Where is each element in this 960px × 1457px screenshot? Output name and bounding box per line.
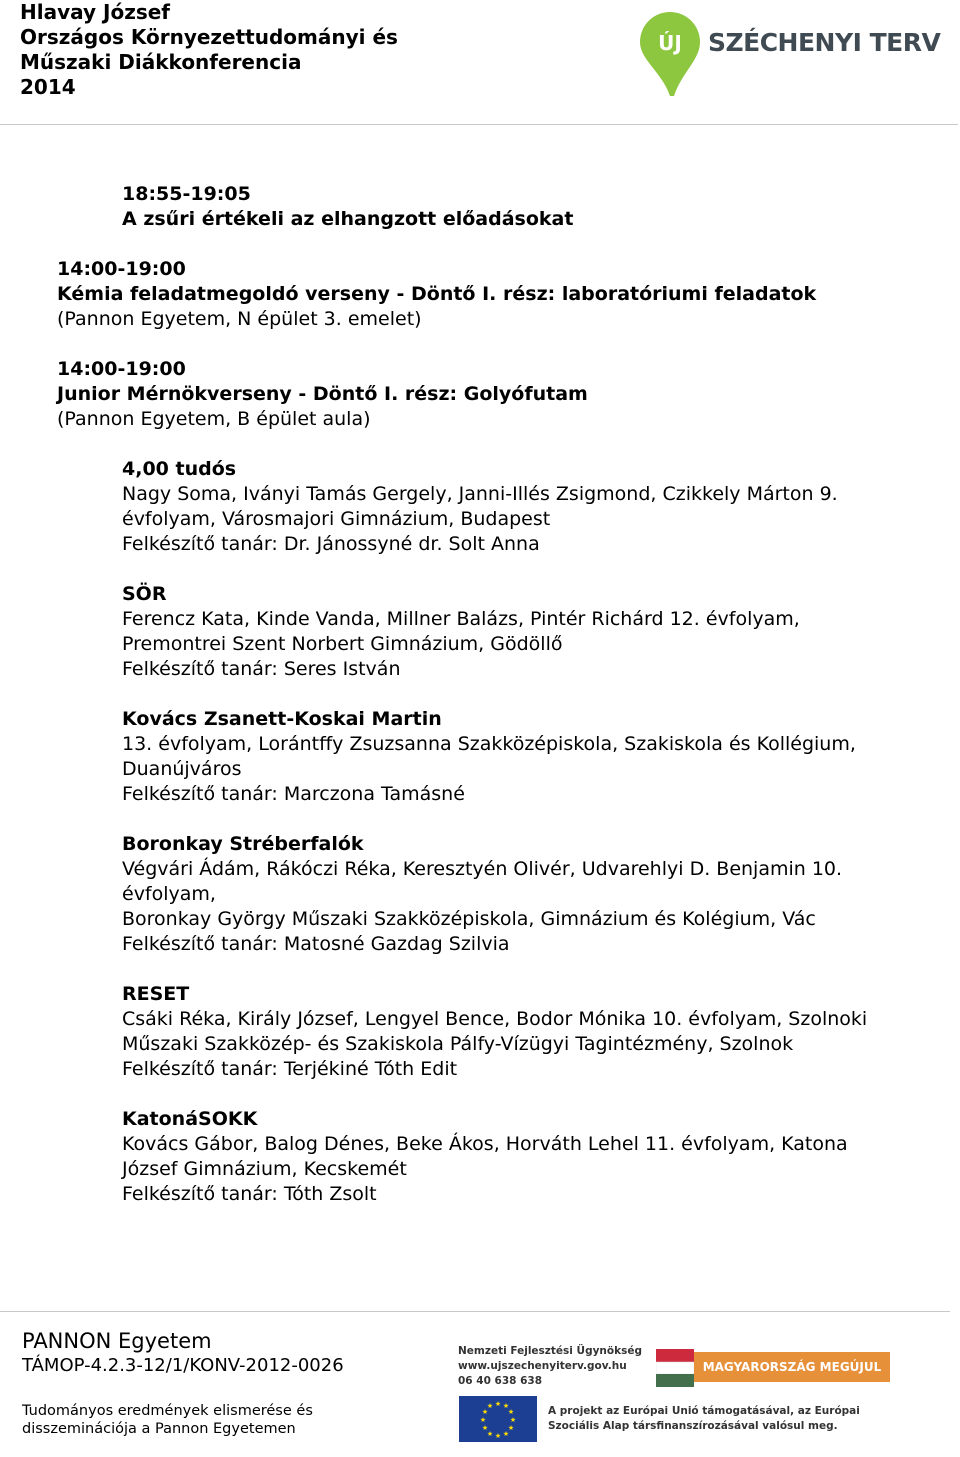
agency-name: Nemzeti Fejlesztési Ügynökség xyxy=(458,1345,642,1357)
eu-funding-line: Szociális Alap társfinanszírozásával valósul meg. xyxy=(548,1420,838,1432)
team-teacher: Felkészítő tanár: Matosné Gazdag Szilvia xyxy=(122,933,510,955)
svg-text:★: ★ xyxy=(509,1416,517,1424)
team-detail: Végvári Ádám, Rákóczi Réka, Keresztyén Olivér, Udvarehlyi D. Benjamin 10. xyxy=(122,858,843,880)
team-name: SÖR xyxy=(122,583,167,605)
university-name: PANNON Egyetem xyxy=(22,1329,212,1353)
svg-text:★: ★ xyxy=(502,1402,510,1410)
event-time: 18:55-19:05 xyxy=(122,183,251,205)
svg-text:★: ★ xyxy=(494,1432,502,1440)
event-place: (Pannon Egyetem, B épület aula) xyxy=(57,408,371,430)
agency-phone: 06 40 638 638 xyxy=(458,1375,543,1387)
team-detail: Kovács Gábor, Balog Dénes, Beke Ákos, Horváth Lehel 11. évfolyam, Katona xyxy=(122,1133,848,1155)
hungarian-flag-icon xyxy=(656,1349,694,1387)
magyarorszag-megujul-badge: MAGYARORSZÁG MEGÚJUL xyxy=(694,1352,890,1382)
logo-text: SZÉCHENYI TERV xyxy=(708,28,941,57)
team-detail: Duanújváros xyxy=(122,758,242,780)
team-teacher: Felkészítő tanár: Seres István xyxy=(122,658,401,680)
conference-title-line: 2014 xyxy=(20,75,76,99)
svg-text:★: ★ xyxy=(486,1430,494,1438)
team-detail: Műszaki Szakközép- és Szakiskola Pálfy-Vízügyi Tagintézmény, Szolnok xyxy=(122,1033,794,1055)
conference-title-line: Hlavay József xyxy=(20,0,170,24)
svg-text:★: ★ xyxy=(507,1408,515,1416)
team-detail: Ferencz Kata, Kinde Vanda, Millner Balázs, Pintér Richárd 12. évfolyam, xyxy=(122,608,800,630)
logo-prefix: ÚJ xyxy=(658,31,682,55)
team-detail: József Gimnázium, Kecskemét xyxy=(122,1158,407,1180)
project-description-line: Tudományos eredmények elismerése és xyxy=(22,1403,313,1419)
svg-text:★: ★ xyxy=(507,1424,515,1432)
event-place: (Pannon Egyetem, N épület 3. emelet) xyxy=(57,308,422,330)
agency-website: www.ujszechenyiterv.gov.hu xyxy=(458,1360,627,1372)
eu-flag-icon xyxy=(459,1396,537,1442)
conference-title-line: Országos Környezettudományi és xyxy=(20,25,398,49)
svg-text:★: ★ xyxy=(479,1416,487,1424)
event-time: 14:00-19:00 xyxy=(57,358,186,380)
team-name: RESET xyxy=(122,983,190,1005)
team-detail: Boronkay György Műszaki Szakközépiskola, Gimnázium és Kolégium, Vác xyxy=(122,908,816,930)
header-divider xyxy=(0,124,958,125)
team-teacher: Felkészítő tanár: Tóth Zsolt xyxy=(122,1183,377,1205)
event-title: Junior Mérnökverseny - Döntő I. rész: Golyófutam xyxy=(57,383,588,405)
svg-text:★: ★ xyxy=(502,1430,510,1438)
conference-title-line: Műszaki Diákkonferencia xyxy=(20,50,302,74)
team-name: KatonáSOKK xyxy=(122,1108,258,1130)
svg-text:★: ★ xyxy=(494,1400,502,1408)
event-title: A zsűri értékeli az elhangzott előadásokat xyxy=(122,208,574,230)
project-description-line: disszeminációja a Pannon Egyetemen xyxy=(22,1421,296,1437)
team-detail: 13. évfolyam, Lorántffy Zsuzsanna Szakközépiskola, Szakiskola és Kollégium, xyxy=(122,733,856,755)
team-detail: Nagy Soma, Iványi Tamás Gergely, Janni-Illés Zsigmond, Czikkely Márton 9. xyxy=(122,483,838,505)
team-detail: évfolyam, Városmajori Gimnázium, Budapest xyxy=(122,508,551,530)
agency-info xyxy=(458,1344,642,1389)
team-detail: Premontrei Szent Norbert Gimnázium, Gödöllő xyxy=(122,633,563,655)
team-name: Kovács Zsanett-Koskai Martin xyxy=(122,708,442,730)
team-name: Boronkay Stréberfalók xyxy=(122,833,364,855)
page-header xyxy=(0,0,960,126)
eu-funding-note xyxy=(548,1404,860,1434)
svg-text:★: ★ xyxy=(486,1402,494,1410)
szechenyi-terv-logo xyxy=(638,12,941,102)
team-teacher: Felkészítő tanár: Terjékiné Tóth Edit xyxy=(122,1058,458,1080)
svg-text:★: ★ xyxy=(481,1408,489,1416)
conference-title xyxy=(20,0,398,100)
event-time: 14:00-19:00 xyxy=(57,258,186,280)
team-teacher: Felkészítő tanár: Marczona Tamásné xyxy=(122,783,465,805)
svg-text:★: ★ xyxy=(481,1424,489,1432)
project-description xyxy=(22,1402,313,1438)
team-name: 4,00 tudós xyxy=(122,458,237,480)
team-detail: évfolyam, xyxy=(122,883,216,905)
team-teacher: Felkészítő tanár: Dr. Jánossyné dr. Solt Anna xyxy=(122,533,540,555)
footer-divider xyxy=(0,1311,950,1312)
project-code: TÁMOP-4.2.3-12/1/KONV-2012-0026 xyxy=(22,1355,344,1376)
team-detail: Csáki Réka, Király József, Lengyel Bence, Bodor Mónika 10. évfolyam, Szolnoki xyxy=(122,1008,868,1030)
eu-funding-line: A projekt az Európai Unió támogatásával, az Európai xyxy=(548,1405,860,1417)
event-title: Kémia feladatmegoldó verseny - Döntő I. rész: laboratóriumi feladatok xyxy=(57,283,817,305)
